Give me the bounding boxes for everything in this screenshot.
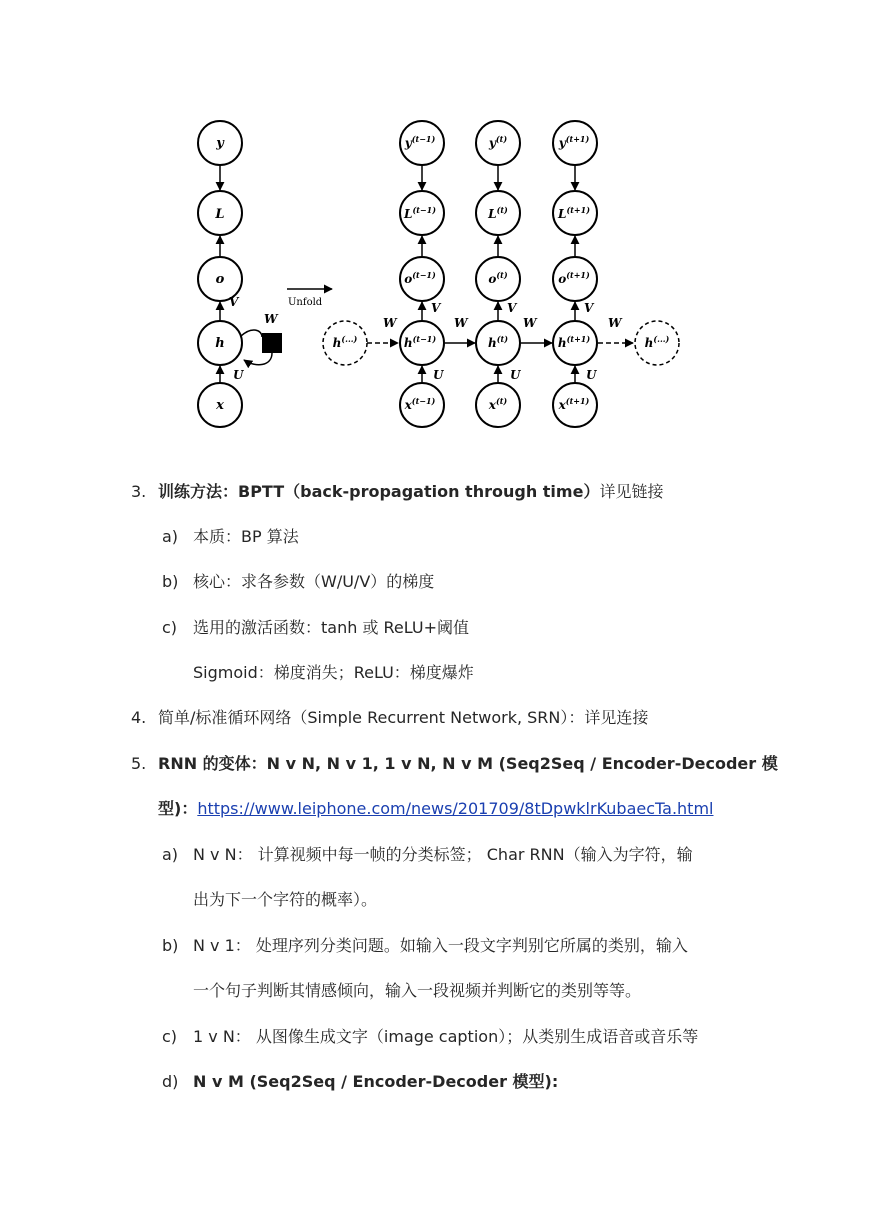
unfold-label: Unfold [288,297,323,308]
folded-L-label: L [215,207,225,222]
folded-h-label: h [215,336,225,351]
svg-text:h(t): $h^{(t)}$ [488,334,508,350]
folded-W-label: W [264,312,278,326]
item-5a: a) N v N： 计算视频中每一帧的分类标签； Char RNN（输入为字符，输 [162,845,693,864]
column-t [476,121,522,427]
folded-U-label: U [233,368,244,382]
item-5b-cont: 一个句子判断其情感倾向，输入一段视频并判断它的类别等等。 [193,981,642,1000]
item-5b: b) N v 1： 处理序列分类问题。如输入一段文字判别它所属的类别，输入 [162,936,688,955]
svg-text:x(t): $x^{(t)}$ [488,396,508,412]
edge-W-label-1: W [383,316,397,330]
item-3c-note: Sigmoid：梯度消失；ReLU：梯度爆炸 [193,663,474,682]
item-3-link-text[interactable]: 详见链接 [599,482,664,501]
edge-U-label-1: U [433,368,444,382]
item-3a: a) 本质：BP 算法 [162,527,299,546]
folded-x-label: x [216,398,224,413]
leiphone-link[interactable]: https://www.leiphone.com/news/201709/8tDpwklrKubaecTa.html [197,799,714,818]
edge-V-label-1: V [431,301,441,315]
ellipsis-node-left: h(...) [332,334,358,350]
svg-text:y(t−1): $y^{(t-1)}$ [404,134,436,150]
folded-rnn [198,121,282,427]
item-5-cont: 型)：https://www.leiphone.com/news/201709/8tDpwklrKubaecTa.html [158,799,714,818]
column-t-minus-1 [400,121,445,427]
item-5d: d) N v M (Seq2Seq / Encoder-Decoder 模型): [162,1072,559,1091]
svg-text:o(t): $o^{(t)}$ [488,270,508,286]
svg-text:L(t−1): $L^{(t-1)}$ [404,205,436,221]
svg-text:y(t+1): $y^{(t+1)}$ [558,134,590,150]
svg-text:y(t): $y^{(t)}$ [488,134,508,150]
svg-text:o(t−1): $o^{(t-1)}$ [404,270,436,286]
edge-W-label-3: W [523,316,537,330]
svg-text:x(t−1): $x^{(t-1)}$ [404,396,436,412]
edge-U-label-3: U [586,368,597,382]
unfolded-rnn [323,121,679,427]
rnn-unfold-diagram [0,0,869,440]
edge-V-label-2: V [507,301,517,315]
svg-text:L(t): $L^{(t)}$ [488,205,508,221]
column-t-plus-1 [553,121,598,427]
svg-text:h(t+1): $h^{(t+1)}$ [557,334,591,350]
edge-W-label-2: W [454,316,468,330]
folded-y-label: y [216,136,224,151]
ellipsis-node-right: h(...) [644,334,670,350]
item-3 [131,481,663,503]
edge-U-label-2: U [510,368,521,382]
svg-text:o(t+1): $o^{(t+1)}$ [558,270,590,286]
folded-o-label: o [215,272,225,287]
item-5: 5. RNN 的变体：N v N, N v 1, 1 v N, N v M (Seq2Seq / Encoder-Decoder 模 [131,754,778,773]
edge-W-label-4: W [608,316,622,330]
svg-text:h(t−1): $h^{(t-1)}$ [403,334,437,350]
item-3-number: 3. [131,482,147,501]
item-3b: b) 核心：求各参数（W/U/V）的梯度 [162,572,435,591]
edge-V-label-3: V [584,301,594,315]
item-3-bold: 训练方法：BPTT（back-propagation through time） [158,482,600,501]
folded-V-label: V [229,295,239,309]
item-5a-cont: 出为下一个字符的概率）。 [193,890,378,909]
item-4: 4. 简单/标准循环网络（Simple Recurrent Network, SRN）：详见连接 [131,708,649,727]
item-5c: c) 1 v N： 从图像生成文字（image caption）；从类别生成语音或音乐等 [162,1027,699,1046]
item-3c: c) 选用的激活函数：tanh 或 ReLU+阈值 [162,618,470,637]
svg-text:L(t+1): $L^{(t+1)}$ [558,205,590,221]
svg-text:x(t+1): $x^{(t+1)}$ [558,396,590,412]
